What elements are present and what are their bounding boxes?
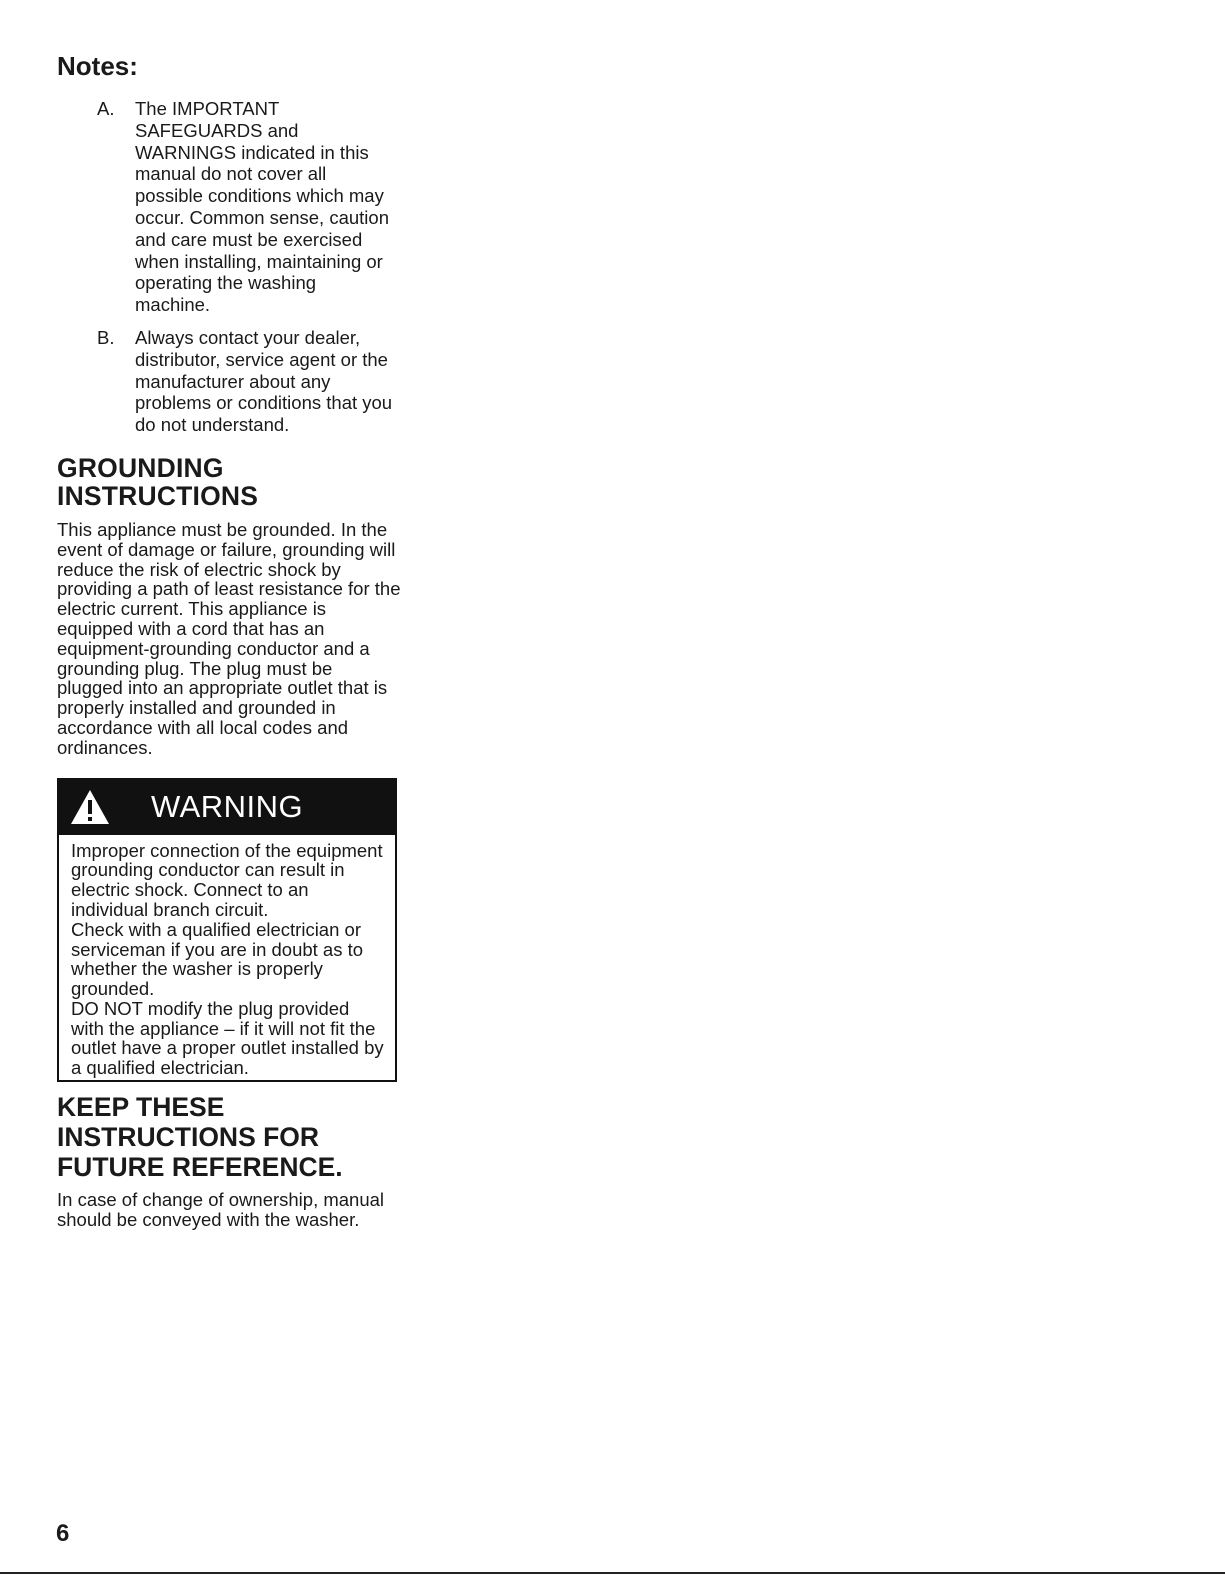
page-number: 6 bbox=[56, 1520, 70, 1547]
left-column bbox=[57, 50, 402, 1230]
warning-title: WARNING bbox=[151, 789, 304, 825]
warning-header bbox=[59, 780, 395, 835]
bottom-divider bbox=[0, 1572, 1225, 1574]
keep-heading: KEEP THESE INSTRUCTIONS FOR FUTURE REFERENCE. bbox=[57, 1092, 343, 1183]
notes-list bbox=[57, 98, 402, 436]
notes-item-letter: A. bbox=[97, 98, 115, 119]
notes-item-text: The IMPORTANT SAFEGUARDS and WARNINGS indicated in this manual do not cover all possible conditions which may occur. Common sense, caution and care must be exercised when installing, maintaining or operating the washing machine. bbox=[135, 98, 389, 316]
warning-triangle-icon bbox=[69, 788, 111, 826]
warning-line: DO NOT modify the plug provided with the appliance – if it will not fit the outlet have a proper outlet installed by a qualified electrician. bbox=[71, 997, 384, 1079]
notes-item-a bbox=[57, 98, 402, 316]
notes-item-b bbox=[57, 327, 402, 436]
warning-body bbox=[59, 835, 395, 1081]
notes-item-letter: B. bbox=[97, 326, 115, 348]
warning-line: Improper connection of the equipment grounding conductor can result in electric shock. Connect to an individual branch circuit. bbox=[71, 839, 383, 920]
notes-item-text: Always contact your dealer, distributor, service agent or the manufacturer about any problems or conditions that you do not understand. bbox=[135, 326, 393, 436]
warning-box bbox=[57, 778, 397, 1083]
grounding-heading: GROUNDING INSTRUCTIONS bbox=[57, 452, 259, 511]
notes-heading: Notes: bbox=[57, 51, 138, 81]
keep-text: In case of change of ownership, manual should be conveyed with the washer. bbox=[57, 1189, 385, 1230]
grounding-text: This appliance must be grounded. In the event of damage or failure, grounding will reduce the risk of electric shock by providing a path of least resistance for the electric current. This appliance is equipped with a cord that has an equipment-grounding conductor and a grounding plug. The plug must be plugged into an appropriate outlet that is properly installed and grounded in accordance with all local codes and ordinances. bbox=[57, 518, 401, 758]
warning-line: Check with a qualified electrician or serviceman if you are in doubt as to whether the washer is properly grounded. bbox=[71, 918, 364, 1000]
